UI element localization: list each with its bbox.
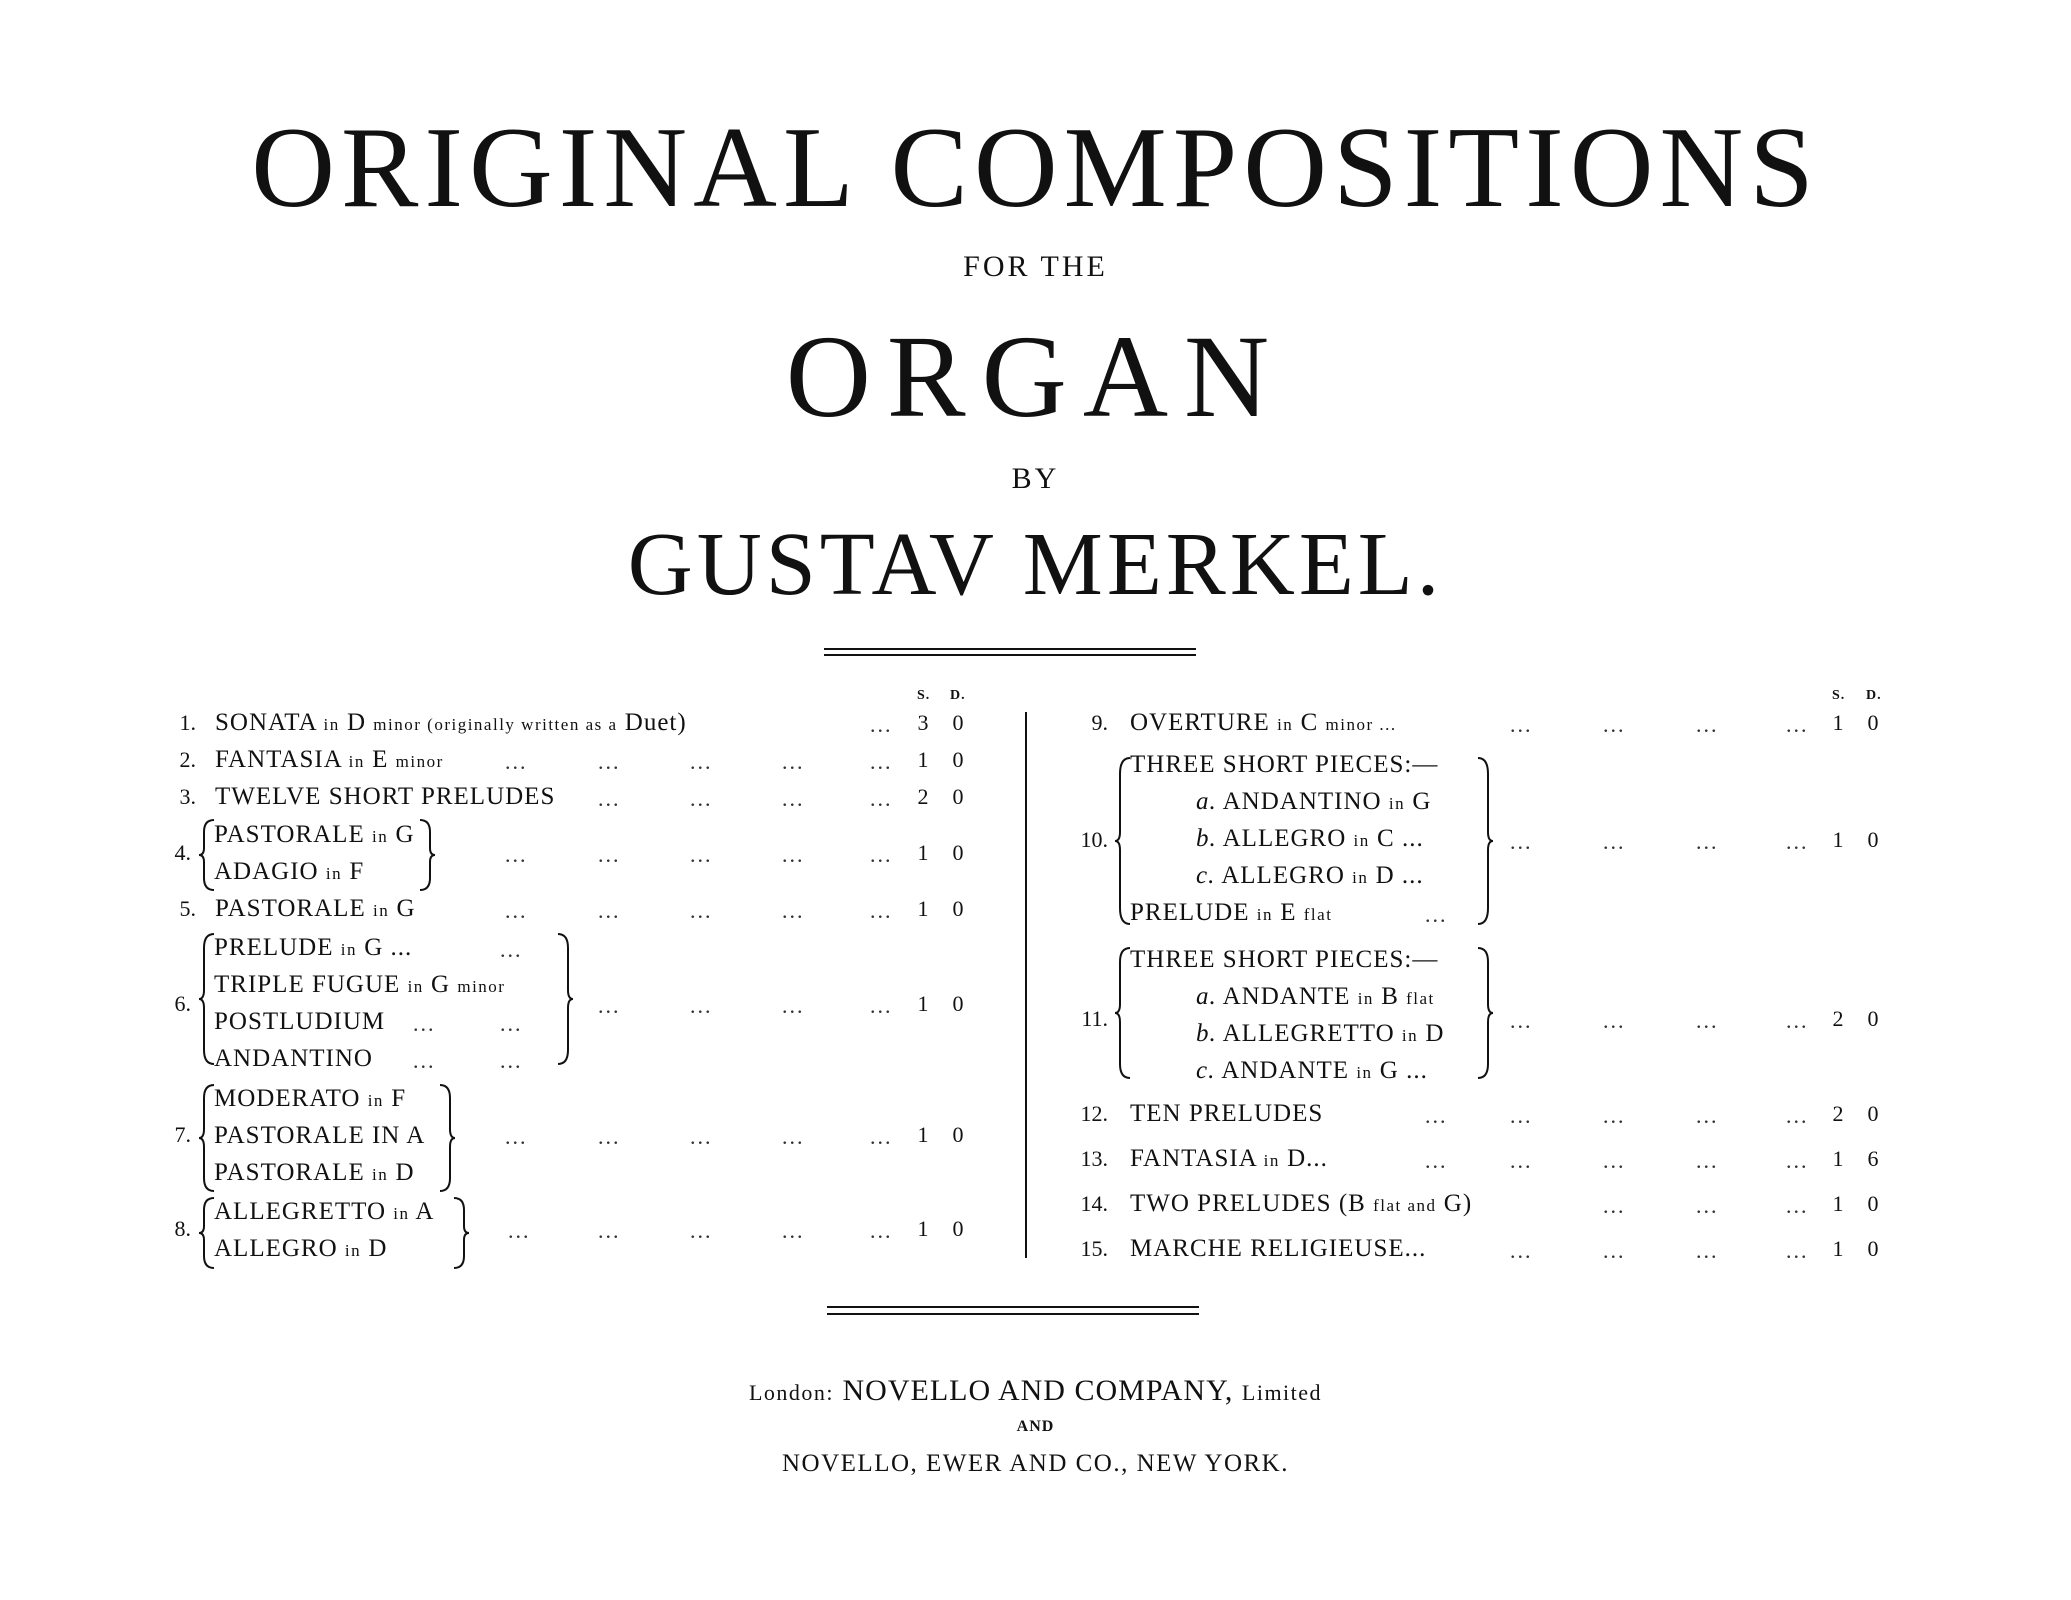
sub-item: b. ALLEGRO in C ... (1196, 825, 1424, 852)
publisher-imprint (0, 1374, 2071, 1408)
price-shillings: 1 (917, 991, 929, 1016)
top-rule-2 (824, 654, 1196, 656)
dot-leader: ... (505, 898, 528, 923)
dot-leader: ... (505, 842, 528, 867)
dot-leader: ... (1603, 1103, 1626, 1128)
item-title-line: PASTORALE IN A (214, 1122, 426, 1149)
dot-leader: ... (690, 1124, 713, 1149)
dot-leader: ... (690, 1218, 713, 1243)
dot-leader: ... (870, 749, 893, 774)
dot-leader: ... (1696, 712, 1719, 737)
dot-leader: ... (1510, 1008, 1533, 1033)
dot-leader: ... (782, 1124, 805, 1149)
item-title-line: PASTORALE in D (214, 1159, 415, 1186)
item-title: TEN PRELUDES (1130, 1100, 1324, 1127)
dot-leader: ... (782, 898, 805, 923)
price-shillings: 1 (1832, 1236, 1844, 1261)
dot-leader: ... (690, 786, 713, 811)
item-number: 10. (1080, 827, 1108, 852)
dot-leader: ... (870, 1218, 893, 1243)
title-by: BY (1011, 462, 1060, 495)
item-number: 14. (1080, 1191, 1108, 1216)
price-shillings: 1 (917, 840, 929, 865)
dot-leader: ... (1696, 1148, 1719, 1173)
dot-leader: ... (870, 842, 893, 867)
sub-item: a. ANDANTINO in G (1196, 788, 1432, 815)
dot-leader: ... (1696, 1008, 1719, 1033)
item-number: 5. (179, 896, 196, 921)
bottom-rule-2 (827, 1313, 1199, 1315)
right-brace (1476, 756, 1494, 926)
dot-leader: ... (782, 993, 805, 1018)
price-pence: 0 (1867, 1101, 1879, 1126)
dot-leader: ... (782, 786, 805, 811)
right-brace (418, 818, 436, 892)
item-title: PASTORALE in G (215, 895, 416, 922)
price-shillings: 1 (917, 747, 929, 772)
dot-leader: ... (598, 786, 621, 811)
dot-leader: ... (598, 1218, 621, 1243)
dot-leader: ... (1696, 829, 1719, 854)
dot-leader: ... (1786, 1103, 1809, 1128)
item-title: MARCHE RELIGIEUSE... (1130, 1235, 1427, 1262)
item-number: 9. (1091, 710, 1108, 735)
dot-leader: ... (598, 1124, 621, 1149)
price-shillings: 2 (917, 784, 929, 809)
dot-leader: ... (782, 1218, 805, 1243)
dot-leader: ... (1786, 1238, 1809, 1263)
item-number: 1. (179, 710, 196, 735)
dot-leader: ... (1696, 1103, 1719, 1128)
item-title: TWELVE SHORT PRELUDES (215, 783, 556, 810)
item-title-line: PASTORALE in G (214, 821, 415, 848)
dot-leader: ... (413, 1011, 436, 1036)
dot-leader: ... (1696, 1238, 1719, 1263)
dot-leader: ... (598, 993, 621, 1018)
item-number: 11. (1081, 1006, 1108, 1031)
dot-leader: ... (598, 898, 621, 923)
price-pence: 0 (1867, 1191, 1879, 1216)
price-shillings: 2 (1832, 1101, 1844, 1126)
right-brace (438, 1083, 456, 1193)
imprint-new-york: NOVELLO, EWER AND CO., NEW YORK. (782, 1450, 1289, 1477)
title-for-the: FOR THE (963, 250, 1108, 283)
item-title: FANTASIA in D... (1130, 1145, 1328, 1172)
item-number: 3. (179, 784, 196, 809)
price-pence: 0 (952, 896, 964, 921)
imprint-publisher: NOVELLO AND COMPANY, (842, 1374, 1234, 1407)
dot-leader: ... (870, 1124, 893, 1149)
dot-leader: ... (870, 898, 893, 923)
dot-leader: ... (1603, 1193, 1626, 1218)
dot-leader: ... (598, 749, 621, 774)
item-number: 15. (1080, 1236, 1108, 1261)
item-title: TWO PRELUDES (B flat and G) (1130, 1190, 1473, 1217)
price-pence: 0 (952, 991, 964, 1016)
dot-leader: ... (1786, 1193, 1809, 1218)
right-brace (452, 1196, 470, 1270)
dot-leader: ... (1510, 712, 1533, 737)
item-number: 12. (1080, 1101, 1108, 1126)
price-pence: 0 (1867, 1236, 1879, 1261)
title-instrument: ORGAN (785, 311, 1286, 442)
price-header-pence-right: D. (1866, 688, 1882, 703)
bottom-rule-1 (827, 1306, 1199, 1308)
item-heading: THREE SHORT PIECES:— (1130, 946, 1439, 973)
item-title-line: ALLEGRETTO in A (214, 1198, 435, 1225)
dot-leader: ... (870, 993, 893, 1018)
price-pence: 0 (952, 784, 964, 809)
item-title-line: ALLEGRO in D (214, 1235, 388, 1262)
item-number: 6. (174, 991, 191, 1016)
composer-name: GUSTAV MERKEL. (627, 515, 1444, 614)
dot-leader: ... (500, 1011, 523, 1036)
item-number: 7. (174, 1122, 191, 1147)
dot-leader: ... (1603, 1238, 1626, 1263)
price-shillings: 1 (917, 1216, 929, 1241)
dot-leader: ... (1786, 712, 1809, 737)
price-shillings: 1 (1832, 710, 1844, 735)
price-header-shillings-left: S. (917, 688, 931, 703)
item-title-line: TRIPLE FUGUE in G minor (214, 971, 506, 998)
top-rule-1 (824, 648, 1196, 650)
item-title-line: PRELUDE in E flat (1130, 899, 1333, 926)
dot-leader: ... (500, 937, 523, 962)
dot-leader: ... (782, 749, 805, 774)
dot-leader: ... (500, 1048, 523, 1073)
dot-leader: ... (870, 786, 893, 811)
dot-leader: ... (1603, 1148, 1626, 1173)
price-shillings: 1 (1832, 1191, 1844, 1216)
item-title: OVERTURE in C minor ... (1130, 709, 1397, 736)
dot-leader: ... (413, 1048, 436, 1073)
sub-item: c. ALLEGRO in D ... (1196, 862, 1424, 889)
dot-leader: ... (690, 842, 713, 867)
item-number: 4. (174, 840, 191, 865)
dot-leader: ... (690, 993, 713, 1018)
price-header-pence-left: D. (950, 688, 966, 703)
price-pence: 0 (952, 840, 964, 865)
dot-leader: ... (1786, 829, 1809, 854)
item-number: 13. (1080, 1146, 1108, 1171)
price-pence: 0 (1867, 710, 1879, 735)
right-brace (556, 932, 574, 1066)
right-brace (1476, 946, 1494, 1080)
dot-leader: ... (1425, 1148, 1448, 1173)
dot-leader: ... (1425, 902, 1448, 927)
item-heading: THREE SHORT PIECES:— (1130, 751, 1439, 778)
item-title-line: PRELUDE in G ... (214, 934, 413, 961)
page-title: ORIGINAL COMPOSITIONS (251, 104, 1820, 232)
dot-leader: ... (1425, 1103, 1448, 1128)
sub-item: c. ANDANTE in G ... (1196, 1057, 1428, 1084)
dot-leader: ... (1603, 829, 1626, 854)
dot-leader: ... (690, 749, 713, 774)
price-pence: 0 (952, 1122, 964, 1147)
dot-leader: ... (1603, 1008, 1626, 1033)
price-shillings: 1 (1832, 1146, 1844, 1171)
dot-leader: ... (505, 749, 528, 774)
dot-leader: ... (1786, 1008, 1809, 1033)
sub-item: b. ALLEGRETTO in D (1196, 1020, 1445, 1047)
price-shillings: 1 (1832, 827, 1844, 852)
item-title-line: POSTLUDIUM (214, 1008, 386, 1035)
item-number: 8. (174, 1216, 191, 1241)
dot-leader: ... (1510, 1103, 1533, 1128)
price-shillings: 3 (917, 710, 929, 735)
dot-leader: ... (1510, 829, 1533, 854)
dot-leader: ... (505, 1124, 528, 1149)
dot-leader: ... (598, 842, 621, 867)
price-pence: 0 (952, 747, 964, 772)
item-title-line: MODERATO in F (214, 1085, 407, 1112)
dot-leader: ... (870, 712, 893, 737)
item-title-line: ADAGIO in F (214, 858, 365, 885)
dot-leader: ... (1696, 1193, 1719, 1218)
price-pence: 0 (1867, 1006, 1879, 1031)
price-pence: 0 (1867, 827, 1879, 852)
sub-item: a. ANDANTE in B flat (1196, 983, 1435, 1010)
price-shillings: 1 (917, 1122, 929, 1147)
imprint-city: London: (748, 1380, 834, 1405)
item-title: SONATA in D minor (originally written as a Duet) (215, 709, 687, 736)
item-title: FANTASIA in E minor (215, 746, 444, 773)
dot-leader: ... (690, 898, 713, 923)
imprint-and: AND (1016, 1418, 1055, 1435)
price-shillings: 2 (1832, 1006, 1844, 1031)
price-header-shillings-right: S. (1832, 688, 1846, 703)
dot-leader: ... (1510, 1148, 1533, 1173)
dot-leader: ... (1786, 1148, 1809, 1173)
price-pence: 0 (952, 1216, 964, 1241)
item-number: 2. (179, 747, 196, 772)
dot-leader: ... (782, 842, 805, 867)
imprint-limited: Limited (1241, 1380, 1323, 1405)
dot-leader: ... (1603, 712, 1626, 737)
dot-leader: ... (1510, 1238, 1533, 1263)
price-pence: 0 (952, 710, 964, 735)
column-divider (1025, 712, 1027, 1258)
item-title-line: ANDANTINO (214, 1045, 373, 1072)
dot-leader: ... (508, 1218, 531, 1243)
price-pence: 6 (1867, 1146, 1879, 1171)
price-shillings: 1 (917, 896, 929, 921)
